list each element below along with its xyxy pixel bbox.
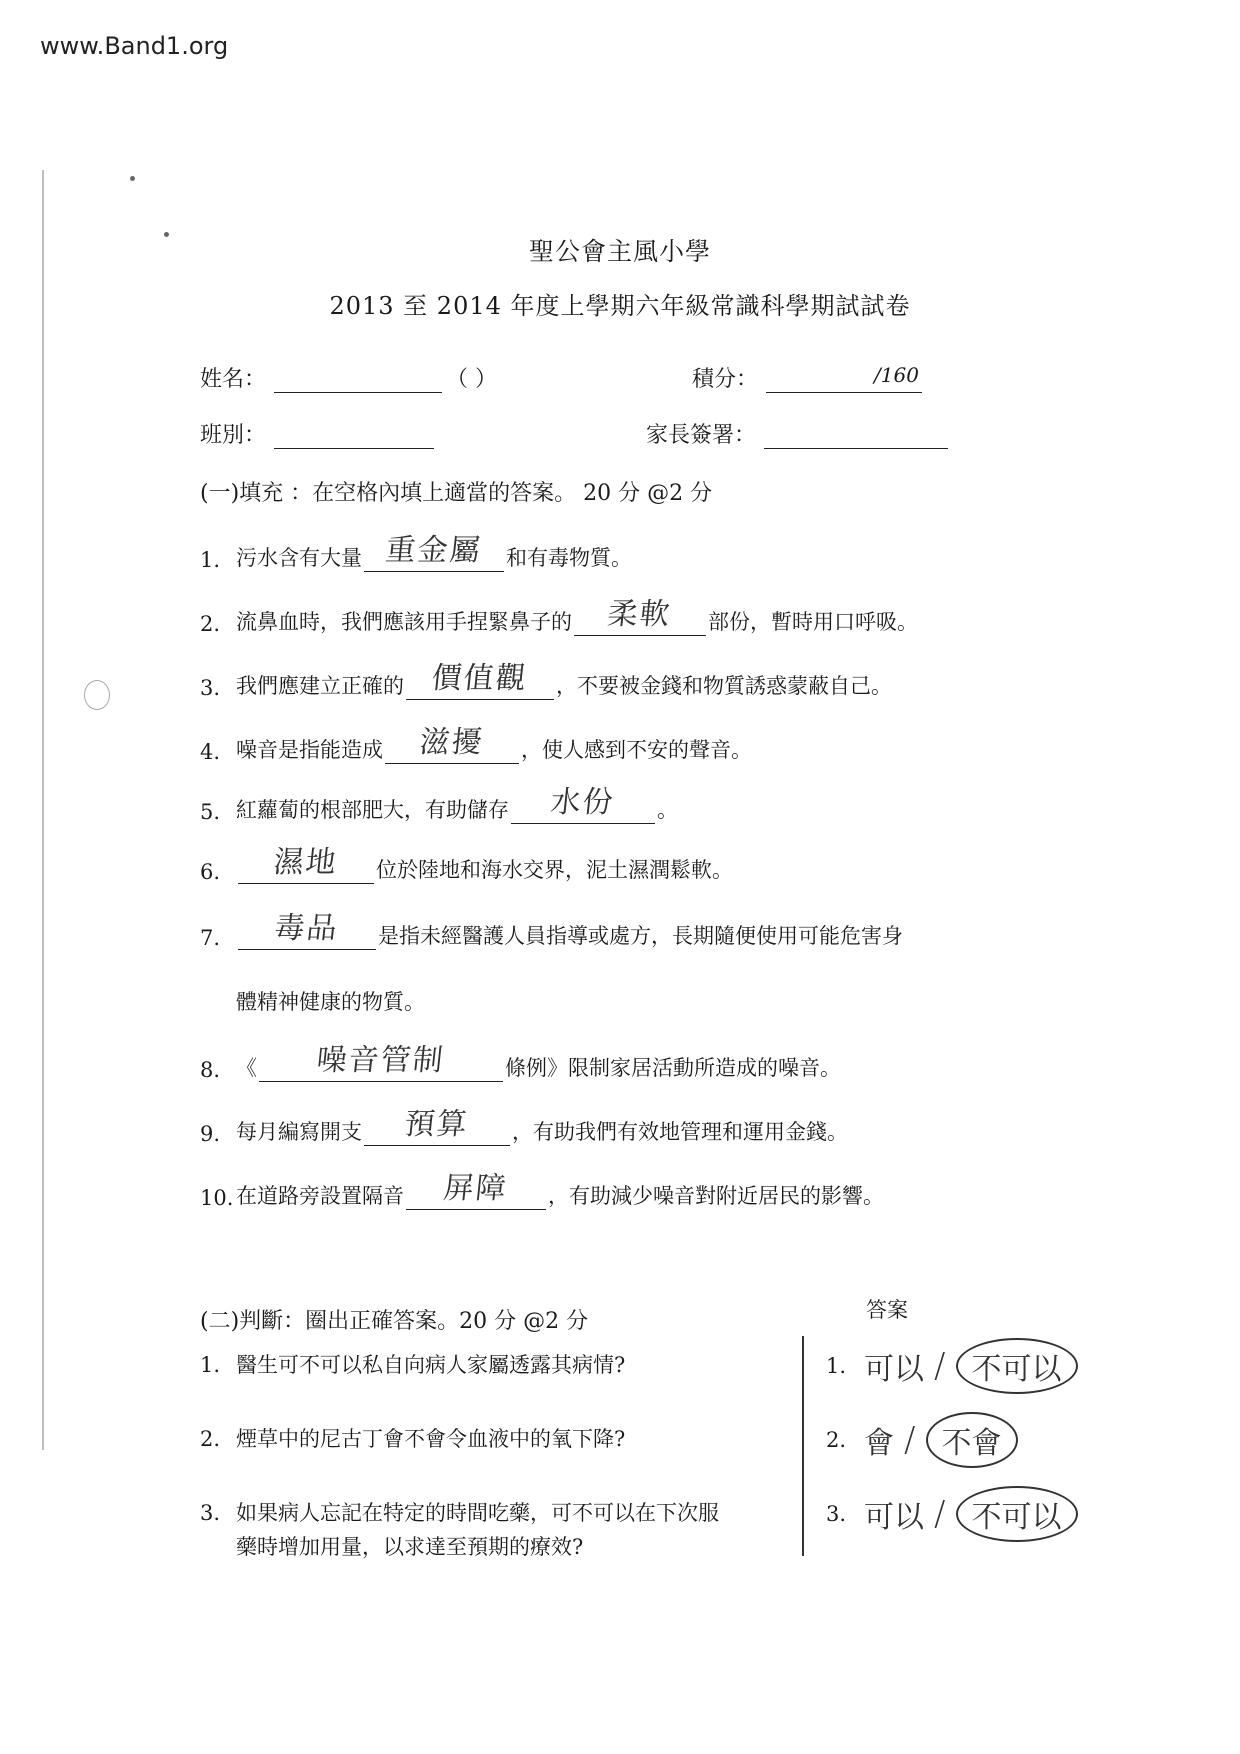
name-label: 姓名： <box>200 367 267 392</box>
answer-blank[interactable] <box>238 845 374 884</box>
question-text-after: ，使人感到不安的聲音。 <box>521 738 752 762</box>
handwritten-answer: 屏障 <box>441 1171 510 1206</box>
question-number: 3. <box>200 1501 221 1525</box>
question-text-cont: 藥時增加用量，以求達至預期的療效? <box>236 1535 584 1559</box>
handwritten-answer: 水份 <box>548 785 617 820</box>
option-a[interactable]: 可以 <box>864 1352 925 1387</box>
section1-heading: (一)填充 ：在空格內填上適當的答案。 20 分 @2 分 <box>200 481 713 506</box>
school-name: 聖公會主風小學 <box>528 237 711 266</box>
option-separator: / <box>904 1420 916 1460</box>
question-text-before: 流鼻血時，我們應該用手捏緊鼻子的 <box>236 610 572 634</box>
score-label: 積分： <box>692 367 759 392</box>
answer-column-heading: 答案 <box>866 1298 908 1322</box>
fill-question-row <box>200 533 632 572</box>
question-text-after: 。 <box>657 798 678 822</box>
scan-edge-line <box>42 170 44 1450</box>
tf-question <box>200 1496 719 1564</box>
answer-blank[interactable] <box>364 1107 510 1146</box>
question-text-before: 每月編寫開支 <box>236 1120 362 1144</box>
handwritten-answer: 重金屬 <box>383 533 484 568</box>
fill-question-row <box>200 725 752 764</box>
answer-number: 3. <box>826 1502 847 1526</box>
answer-blank[interactable] <box>406 661 554 700</box>
question-text-before: 《 <box>236 1056 257 1080</box>
answer-number: 1. <box>826 1354 847 1378</box>
question-text-after: ，不要被金錢和物質誘惑蒙蔽自己。 <box>556 674 892 698</box>
question-number: 6. <box>200 860 221 884</box>
answer-blank[interactable] <box>238 911 376 950</box>
question-text-after: 條例》限制家居活動所造成的噪音。 <box>505 1056 841 1080</box>
class-number-paren: （ ） <box>446 367 498 392</box>
scan-speck <box>130 176 135 181</box>
handwritten-answer: 預算 <box>402 1107 471 1142</box>
parent-sign-blank <box>764 424 948 449</box>
question-text-before: 紅蘿蔔的根部肥大，有助儲存 <box>236 798 509 822</box>
option-a[interactable]: 會 <box>864 1426 895 1461</box>
question-number: 3. <box>200 676 221 700</box>
fill-question-row <box>200 1171 884 1210</box>
fill-question-row <box>200 785 678 824</box>
parent-sign-field <box>646 418 948 449</box>
question-text-before: 污水含有大量 <box>236 546 362 570</box>
answer-blank[interactable] <box>259 1043 503 1082</box>
class-blank <box>274 424 434 449</box>
question-number: 10. <box>200 1186 234 1210</box>
parent-sign-label: 家長簽署： <box>646 423 757 448</box>
tf-answer <box>826 1412 1018 1468</box>
option-separator: / <box>934 1494 946 1534</box>
score-field <box>692 362 919 393</box>
score-total: /160 <box>874 363 919 387</box>
option-a[interactable]: 可以 <box>864 1500 925 1535</box>
fill-question-row <box>200 597 918 636</box>
name-blank <box>274 368 442 393</box>
option-separator: / <box>934 1346 946 1386</box>
fill-question-row <box>200 911 903 950</box>
question-text-after: 和有毒物質。 <box>506 546 632 570</box>
handwritten-answer: 柔軟 <box>605 597 674 632</box>
tf-question <box>200 1422 625 1456</box>
question-text-after: 是指未經醫護人員指導或處方，長期隨便使用可能危害身 <box>378 924 903 948</box>
question-number: 7. <box>200 926 221 950</box>
question-text-before: 在道路旁設置隔音 <box>236 1184 404 1208</box>
tf-answer <box>826 1486 1078 1542</box>
handwritten-answer: 噪音管制 <box>314 1043 447 1078</box>
option-b[interactable]: 不可以 <box>956 1486 1078 1542</box>
question-number: 5. <box>200 800 221 824</box>
tf-answer <box>826 1338 1078 1394</box>
question-number: 9. <box>200 1122 221 1146</box>
class-label: 班別： <box>200 423 267 448</box>
answer-blank[interactable] <box>385 725 519 764</box>
fill-question-row <box>200 1107 848 1146</box>
question-text-before: 噪音是指能造成 <box>236 738 383 762</box>
answer-blank[interactable] <box>574 597 706 636</box>
answer-blank[interactable] <box>511 785 655 824</box>
option-b[interactable]: 不會 <box>926 1412 1018 1468</box>
answer-number: 2. <box>826 1428 847 1452</box>
question-text: 如果病人忘記在特定的時間吃藥，可不可以在下次服 <box>236 1501 719 1525</box>
question-text-after: ，有助我們有效地管理和運用金錢。 <box>512 1120 848 1144</box>
fill-question-row <box>200 1043 841 1082</box>
section2-heading: (二)判斷：圈出正確答案。20 分 @2 分 <box>200 1309 589 1334</box>
handwritten-answer: 毒品 <box>272 911 341 946</box>
fill-question-row <box>200 845 733 884</box>
site-watermark: www.Band1.org <box>40 32 229 60</box>
question-number: 2. <box>200 612 221 636</box>
tf-question <box>200 1348 625 1382</box>
question-text-after: ，有助減少噪音對附近居民的影響。 <box>548 1184 884 1208</box>
scan-punch-hole <box>84 680 110 710</box>
answer-blank[interactable] <box>406 1171 546 1210</box>
exam-title: 2013 至 2014 年度上學期六年級常識科學期試試卷 <box>329 292 911 320</box>
answer-divider <box>802 1336 804 1556</box>
fill-question-row <box>236 986 425 1016</box>
question-number: 1. <box>200 548 221 572</box>
class-field <box>200 418 434 449</box>
handwritten-answer: 價值觀 <box>429 661 530 696</box>
name-field <box>200 362 497 393</box>
question-text: 醫生可不可以私自向病人家屬透露其病情? <box>236 1353 626 1377</box>
fill-question-row <box>200 661 892 700</box>
handwritten-answer: 滋擾 <box>417 725 486 760</box>
question-text-before: 體精神健康的物質。 <box>236 990 425 1014</box>
question-text: 煙草中的尼古丁會不會令血液中的氧下降? <box>236 1427 626 1451</box>
question-number: 1. <box>200 1353 221 1377</box>
handwritten-answer: 濕地 <box>271 845 340 880</box>
question-text-after: 位於陸地和海水交界，泥土濕潤鬆軟。 <box>376 858 733 882</box>
question-number: 2. <box>200 1427 221 1451</box>
question-number: 8. <box>200 1058 221 1082</box>
question-text-after: 部份，暫時用口呼吸。 <box>708 610 918 634</box>
question-number: 4. <box>200 740 221 764</box>
answer-blank[interactable] <box>364 533 504 572</box>
option-b[interactable]: 不可以 <box>956 1338 1078 1394</box>
question-text-before: 我們應建立正確的 <box>236 674 404 698</box>
